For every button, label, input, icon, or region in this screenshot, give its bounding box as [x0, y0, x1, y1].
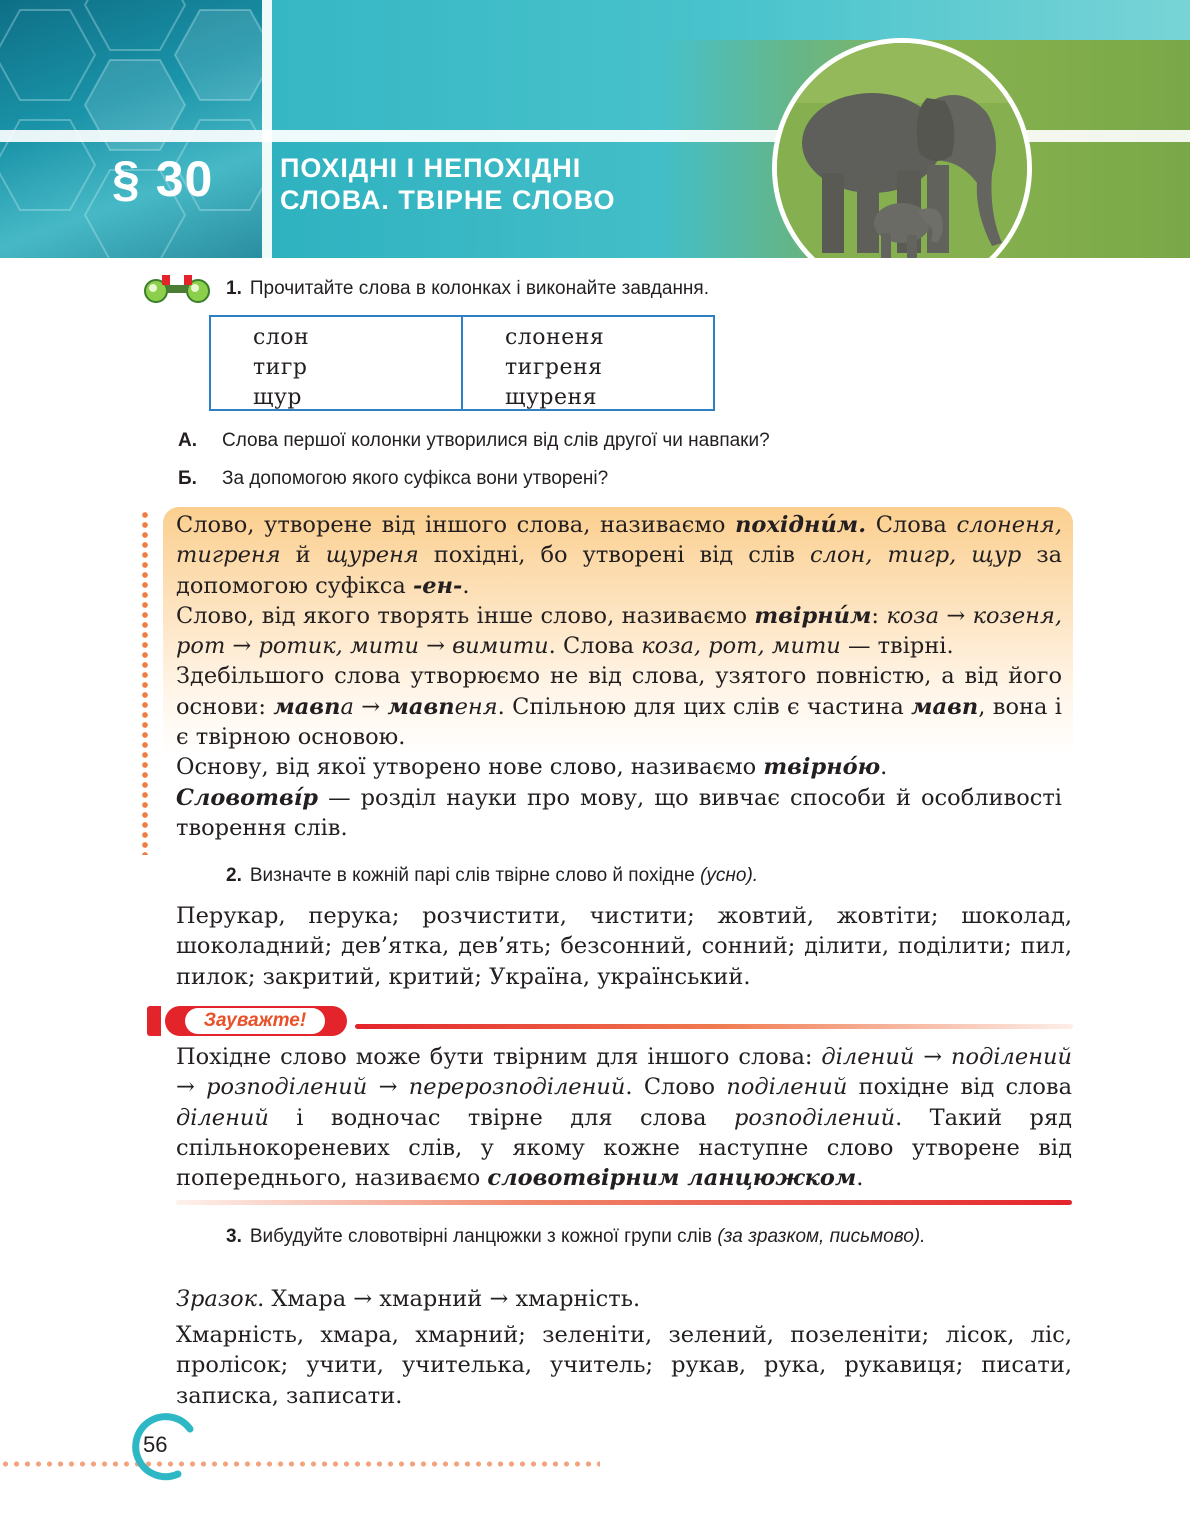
text: Основу, від якої утворено нове слово, називаємо [176, 754, 764, 781]
task3-note: (за зразком, письмово). [717, 1226, 926, 1247]
text: похідне від слова [847, 1074, 1072, 1101]
footer-dotted-line [0, 1460, 600, 1468]
task3-sample [176, 1284, 1072, 1314]
text: Здебільшого слова утворюємо не від слова, узятого повністю, а від його основи: [176, 663, 1062, 720]
text: похідні, бо утворені від слів [418, 542, 811, 569]
question-letter: Б. [178, 468, 197, 489]
ending: а [340, 693, 354, 720]
notice-divider-bottom [176, 1200, 1072, 1205]
example: коза → козеня, рот → ротик, мити → вимити [176, 602, 1063, 660]
text: . Спільною для цих слів є частина [497, 693, 912, 720]
word-cell: щур [253, 385, 302, 410]
example: щуреня [325, 542, 419, 569]
stem: мавп [387, 693, 455, 720]
example: ділений → поділений → розподілений → перерозподілений [176, 1044, 1072, 1101]
question-text: Слова першої колонки утворилися від слів другої чи навпаки? [222, 430, 770, 451]
text: . [462, 572, 470, 599]
example: коза, рот, мити [641, 633, 841, 660]
stem: мавп [911, 693, 979, 720]
task1-text: Прочитайте слова в колонках і виконайте завдання. [249, 278, 709, 299]
arrow: → [353, 693, 388, 720]
example: слоненя, тигреня [176, 512, 1062, 569]
word-cell: щуреня [505, 385, 598, 410]
section-title-line1: ПОХІДНІ І НЕПОХІДНІ [280, 153, 582, 183]
example: розподілений [733, 1104, 896, 1131]
example: поділений [726, 1074, 848, 1101]
chapter-header [0, 0, 1190, 258]
word-cell: слон [253, 325, 310, 350]
question-text: За допомогою якого суфікса вони утворені? [222, 468, 609, 489]
question-letter: А. [178, 430, 197, 451]
page-number: 56 [143, 1432, 168, 1457]
text: . Слово [625, 1074, 727, 1101]
text: за допомогою суфікса [176, 542, 1063, 599]
header-divider-vertical [262, 0, 272, 258]
term: твірно́ю [763, 754, 881, 781]
text: — розділ науки про мову, що вивчає способи й особливості творення слів. [176, 784, 1062, 841]
section-title [280, 152, 616, 216]
notice-label [147, 1006, 347, 1036]
notice-label-text: Зауважте! [185, 1008, 325, 1034]
term: похідни́м. [735, 512, 867, 538]
rule-paragraph [176, 752, 1062, 782]
text: Слова [866, 512, 957, 538]
text: . Такий ряд спільнокореневих слів, у якому кожне наступне слово утворене від попереднього, називаємо [176, 1104, 1073, 1192]
question-a [178, 430, 770, 452]
dotted-margin-line [141, 510, 149, 855]
ending: еня [454, 693, 498, 720]
task3-number: 3. [226, 1226, 242, 1247]
text: і водночас твірне для слова [268, 1104, 734, 1131]
task2-text: Визначте в кожній парі слів твірне слово й похідне [249, 865, 695, 886]
elephant-photo [772, 38, 1032, 258]
task2-words: Перукар, перука; розчистити, чистити; жовтий, жовтіти; шоколад, шоколадний; дев’ятка, дев’ять; безсонний, сонний; ділити, поділити; пил, пилок; закритий, критий; Україна, український. [176, 903, 1072, 990]
text: й [280, 542, 326, 569]
question-b [178, 468, 608, 490]
binoculars-icon [140, 273, 216, 309]
task1-number: 1. [226, 278, 242, 299]
notice-divider-top [355, 1024, 1073, 1029]
section-title-line2: СЛОВА. ТВІРНЕ СЛОВО [280, 185, 616, 215]
text: Слово, від якого творять інше слово, називаємо [176, 602, 755, 629]
task3-words: Хмарність, хмара, хмарний; зеленіти, зелений, позеленіти; лісок, ліс, пролісок; учити, учителька, учитель; рукав, рука, рукавиця; писати, записка, записати. [176, 1322, 1072, 1409]
task1-line [226, 278, 709, 300]
example: ділений [176, 1104, 269, 1131]
word-cell: тигр [253, 355, 308, 380]
word-columns-table [209, 315, 715, 411]
sample-label: Зразок [176, 1286, 258, 1312]
text: . Слова [548, 633, 642, 660]
suffix: -ен- [412, 572, 463, 599]
word-cell: слоненя [505, 325, 605, 350]
term: Словотві́р [176, 784, 319, 811]
text: . [880, 754, 888, 781]
task3-text: Вибудуйте словотвірні ланцюжки з кожної групи слів [249, 1226, 713, 1247]
sample-text: . Хмара → хмарний → хмарність. [257, 1286, 641, 1312]
notice-tab [147, 1006, 161, 1036]
term: твірни́м [754, 602, 872, 629]
rule-text [176, 510, 1062, 843]
notice-text [176, 1042, 1072, 1193]
text: : [871, 602, 887, 629]
text: Похідне слово може бути твірним для іншого слова: [176, 1044, 822, 1070]
rule-paragraph [176, 783, 1062, 844]
word-column-2 [461, 317, 713, 409]
term: словотвірним ланцюжком [487, 1165, 857, 1192]
text: , вона і є твірною основою. [176, 693, 1063, 751]
hexagon-pattern [0, 0, 262, 258]
notice-pill [165, 1006, 347, 1036]
task3-line [226, 1225, 1026, 1249]
task2-line [226, 865, 758, 887]
word-cell: тигреня [505, 355, 603, 380]
rule-paragraph [176, 661, 1062, 752]
task2-note: (усно). [700, 865, 759, 886]
example: слон, тигр, щур [810, 542, 1022, 569]
stem: мавп [273, 693, 341, 720]
text: Слово, утворене від іншого слова, називаємо [176, 512, 736, 538]
task2-number: 2. [226, 865, 242, 886]
section-number: § 30 [112, 151, 214, 207]
text: — твірні. [840, 633, 954, 660]
word-column-1 [211, 317, 461, 409]
rule-paragraph [176, 510, 1062, 601]
text: . [856, 1165, 864, 1192]
rule-paragraph [176, 601, 1062, 662]
